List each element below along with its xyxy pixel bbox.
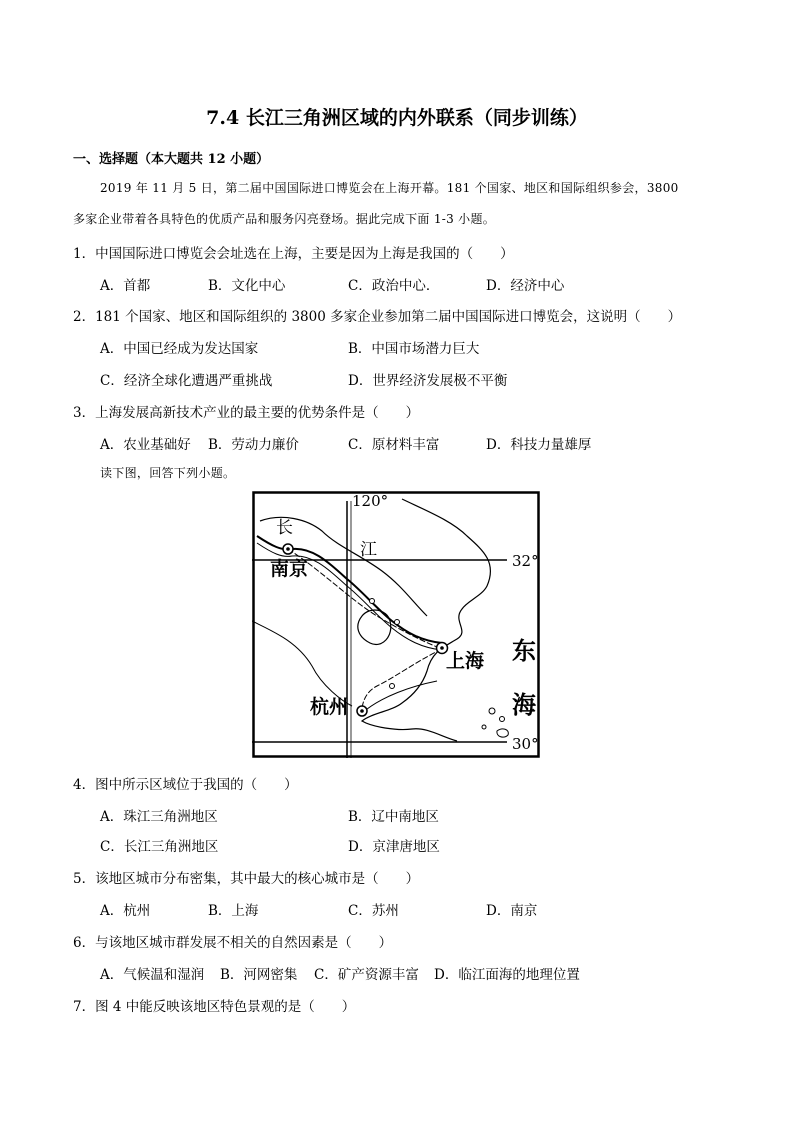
- question-5: 5．该地区城市分布密集，其中最大的核心城市是（ ）: [73, 871, 420, 887]
- q2-option-c: C．经济全球化遭遇严重挑战: [100, 373, 273, 389]
- town-marker: [390, 684, 395, 689]
- question-6: 6．与该地区城市群发展不相关的自然因素是（ ）: [73, 935, 393, 951]
- river-label-1: 长: [276, 518, 293, 538]
- q2-option-a: A．中国已经成为发达国家: [100, 341, 259, 357]
- q6-option-c: C．矿产资源丰富: [314, 967, 419, 983]
- nanjing-label: 南京: [270, 558, 309, 580]
- q3-option-b: B．劳动力廉价: [208, 437, 299, 453]
- shanghai-marker-dot: [440, 646, 444, 650]
- yangtze-delta-map: [252, 491, 540, 758]
- nanjing-marker-dot: [286, 547, 290, 551]
- town-marker: [395, 620, 400, 625]
- lon-120-label: 120°: [352, 492, 389, 510]
- q1-option-c: C．政治中心．: [348, 278, 440, 294]
- question-3: 3．上海发展高新技术产业的最主要的优势条件是（ ）: [73, 405, 420, 421]
- q3-option-d: D．科技力量雄厚: [486, 437, 592, 453]
- intro-line-1: 2019 年 11 月 5 日，第二届中国国际进口博览会在上海开幕。181 个国家、地区和国际组织参会，3800: [100, 181, 679, 195]
- q5-option-c: C．苏州: [348, 903, 399, 919]
- sea-label-2: 海: [512, 691, 536, 719]
- lat-30-label: 30°: [512, 735, 539, 753]
- lat-32-label: 32°: [512, 552, 539, 570]
- question-4: 4．图中所示区域位于我国的（ ）: [73, 777, 298, 793]
- shanghai-label: 上海: [446, 650, 485, 672]
- hangzhou-marker-dot: [360, 709, 364, 713]
- section-heading: 一、选择题（本大题共 12 小题）: [73, 152, 270, 167]
- q5-option-a: A．杭州: [100, 903, 151, 919]
- q5-option-b: B．上海: [208, 903, 259, 919]
- sea-label-1: 东: [512, 637, 536, 665]
- q4-option-b: B．辽中南地区: [348, 809, 439, 825]
- q4-option-c: C．长江三角洲地区: [100, 839, 219, 855]
- q6-option-d: D．临江面海的地理位置: [434, 967, 580, 983]
- q3-option-c: C．原材料丰富: [348, 437, 440, 453]
- q2-option-d: D．世界经济发展极不平衡: [348, 373, 508, 389]
- map-intro: 读下图，回答下列小题。: [100, 466, 236, 480]
- q1-option-b: B．文化中心: [208, 278, 286, 294]
- intro-line-2: 多家企业带着各具特色的优质产品和服务闪亮登场。据此完成下面 1-3 小题。: [73, 212, 496, 226]
- question-1: 1．中国国际进口博览会会址选在上海，主要是因为上海是我国的（ ）: [73, 246, 514, 262]
- q6-option-b: B．河网密集: [220, 967, 298, 983]
- q1-option-d: D．经济中心: [486, 278, 565, 294]
- question-2: 2．181 个国家、地区和国际组织的 3800 多家企业参加第二届中国国际进口博览会，这说明（ ）: [73, 309, 682, 325]
- question-7: 7．图 4 中能反映该地区特色景观的是（ ）: [73, 999, 356, 1015]
- q1-option-a: A．首都: [100, 278, 151, 294]
- q2-option-b: B．中国市场潜力巨大: [348, 341, 480, 357]
- q3-option-a: A．农业基础好: [100, 437, 191, 453]
- page-title: 7.4 长江三角洲区域的内外联系（同步训练）: [206, 107, 588, 129]
- town-marker: [370, 599, 375, 604]
- hangzhou-label: 杭州: [310, 696, 349, 718]
- q6-option-a: A．气候温和湿润: [100, 967, 205, 983]
- q4-option-d: D．京津唐地区: [348, 839, 440, 855]
- q4-option-a: A．珠江三角洲地区: [100, 809, 218, 825]
- river-label-2: 江: [360, 540, 377, 560]
- q5-option-d: D．南京: [486, 903, 538, 919]
